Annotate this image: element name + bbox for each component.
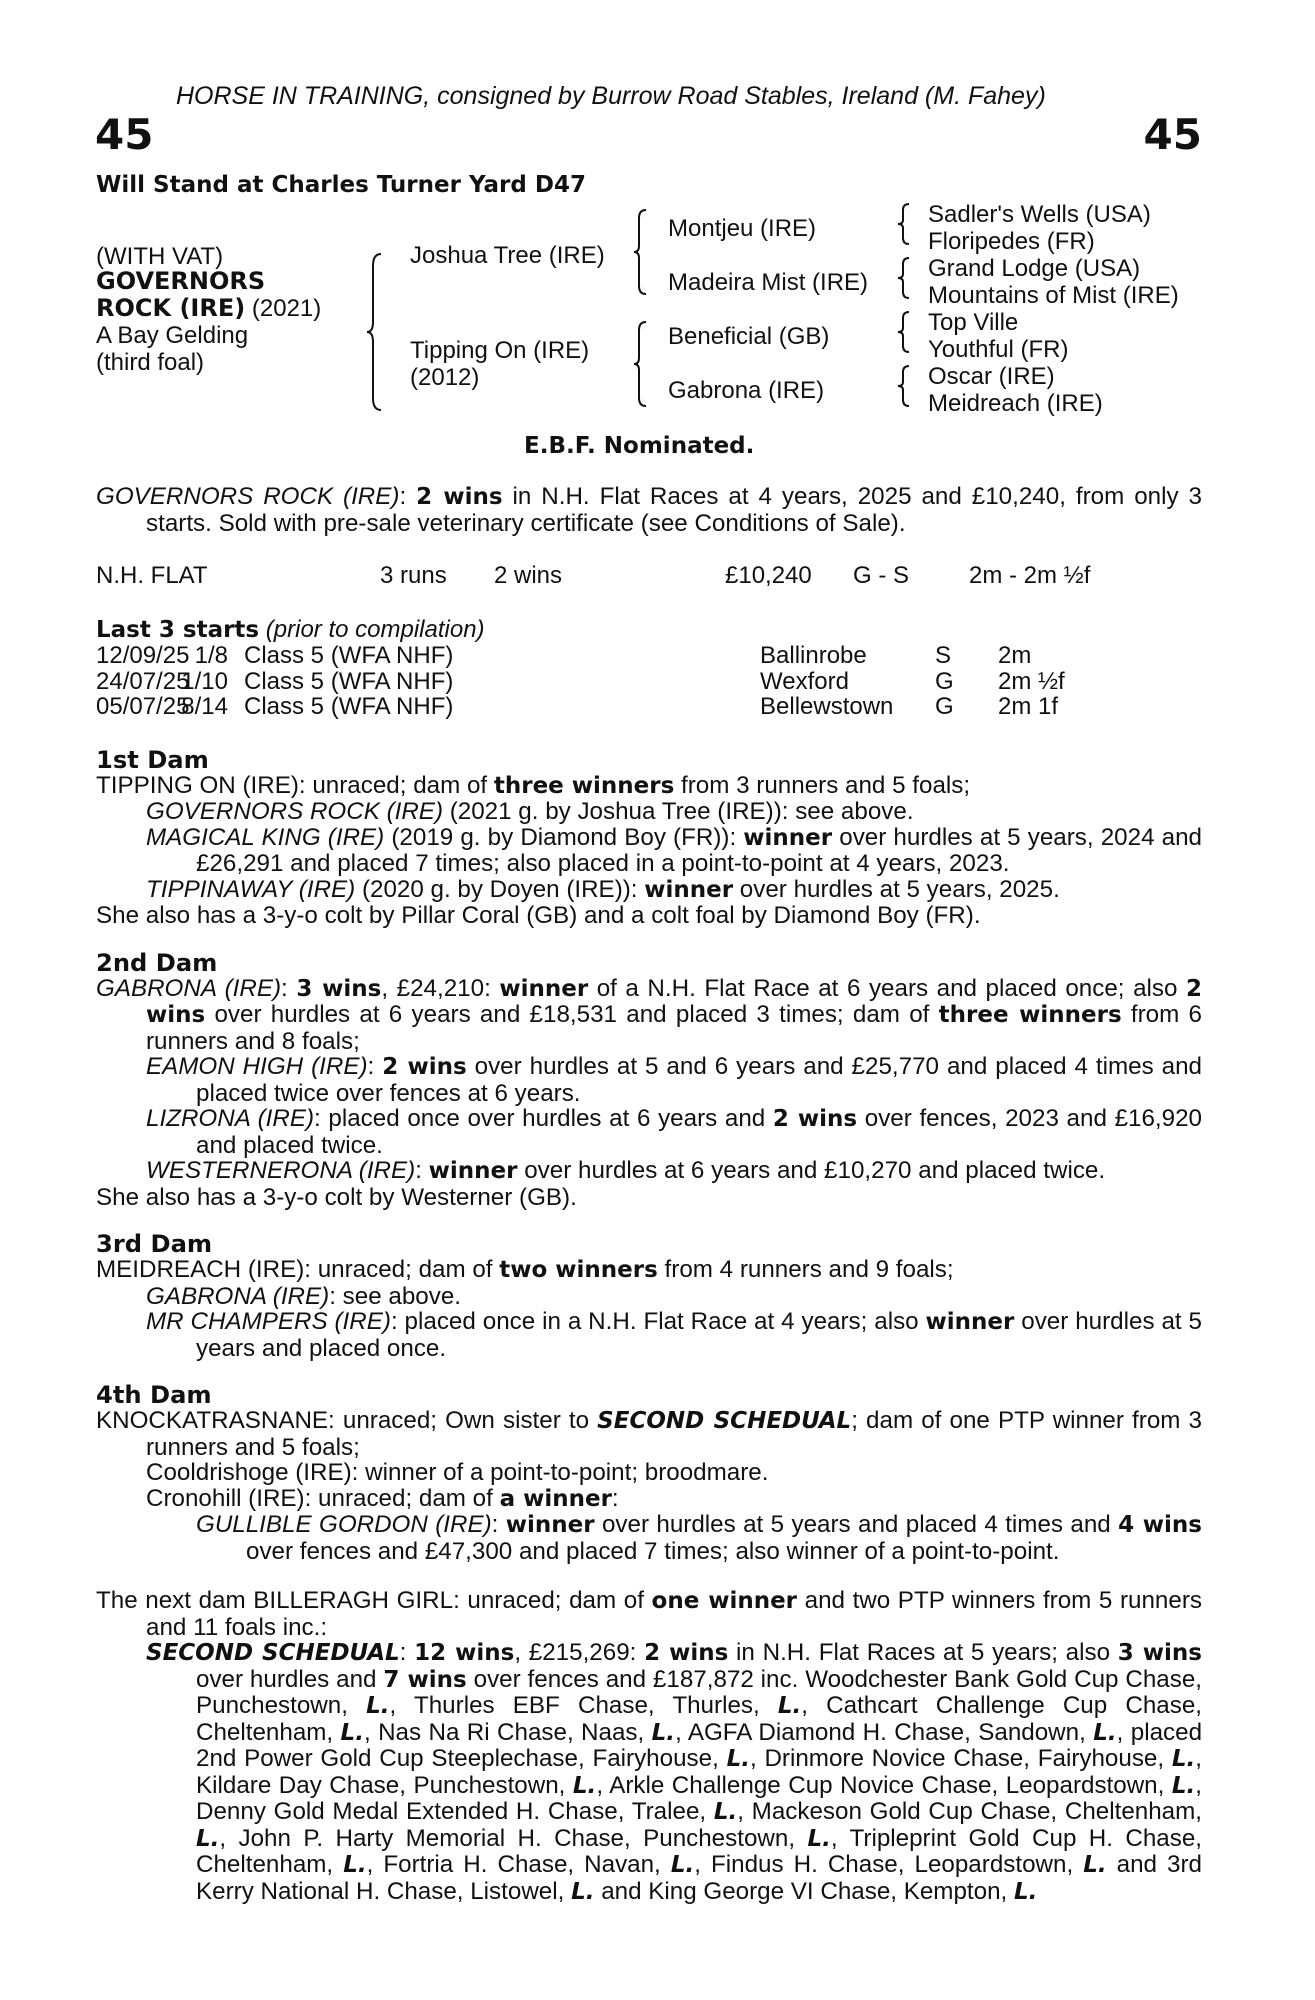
dam1-text: TIPPING ON (IRE): unraced; dam of bbox=[96, 771, 494, 799]
start-position: 8/14 bbox=[181, 693, 228, 720]
summary-colon: : bbox=[399, 483, 417, 510]
dam4-offspring-1: Cooldrishoge (IRE): winner of a point-to-point; broodmare. bbox=[146, 1459, 769, 1486]
b: 2 wins bbox=[382, 1054, 467, 1080]
stats-category: N.H. FLAT bbox=[96, 562, 208, 589]
pedigree-dam-sire: Beneficial (GB) bbox=[668, 323, 830, 350]
t: of a N.H. Flat Race at 6 years and placed once; also bbox=[588, 974, 1186, 1002]
horse-foal-note: (third foal) bbox=[96, 349, 205, 376]
last-starts-note: (prior to compilation) bbox=[265, 616, 485, 643]
t: , Tripleprint Gold Cup H. Chase, Cheltenham, bbox=[196, 1824, 1202, 1878]
stand-location: Will Stand at Charles Turner Yard D47 bbox=[96, 172, 586, 198]
dam1-also: She also has a 3-y-o colt by Pillar Coral (GB) and a colt foal by Diamond Boy (FR). bbox=[96, 902, 981, 929]
offspring-winner: winner bbox=[644, 876, 734, 903]
offspring-winner: winner bbox=[743, 824, 833, 851]
pedigree-brace-g4 bbox=[895, 364, 915, 408]
start-date: 05/07/25 bbox=[96, 693, 190, 720]
b: one winner bbox=[651, 1588, 798, 1614]
offspring-name: EAMON HIGH (IRE) bbox=[146, 1053, 368, 1080]
b: winner bbox=[505, 1512, 595, 1538]
t: over hurdles at 6 years and £10,270 and placed twice. bbox=[517, 1157, 1106, 1184]
lot-number-left: 45 bbox=[95, 110, 154, 159]
t: , Thurles EBF Chase, Thurles, bbox=[389, 1692, 778, 1719]
summary-paragraph bbox=[96, 484, 1202, 536]
b: 2 wins bbox=[146, 975, 1203, 1028]
offspring-name: WESTERNERONA (IRE) bbox=[146, 1157, 416, 1184]
start-course: Bellewstown bbox=[760, 693, 894, 720]
stats-distance: 2m - 2m ½f bbox=[969, 562, 1091, 589]
dam4-offspring-2 bbox=[96, 1486, 1202, 1513]
t: , John P. Harty Memorial H. Chase, Punchestown, bbox=[219, 1824, 808, 1852]
pedigree-g5: Top Ville bbox=[928, 309, 1019, 336]
horse-description: A Bay Gelding bbox=[96, 322, 249, 349]
start-going: G bbox=[935, 693, 954, 720]
t: over hurdles at 6 years and £18,531 and placed 3 times; dam of bbox=[205, 1001, 939, 1028]
t: , Fortria H. Chase, Navan, bbox=[366, 1851, 671, 1878]
listed-race-mark: L. bbox=[343, 1852, 367, 1878]
t: over fences and £47,300 and placed 7 times; also winner of a point-to-point. bbox=[246, 1537, 1060, 1565]
t: : placed once in a N.H. Flat Race at 4 years; also bbox=[390, 1308, 926, 1335]
next-dam-offspring-second-schedual bbox=[96, 1640, 1202, 1905]
t: The next dam BILLERAGH GIRL: unraced; dam of bbox=[96, 1587, 652, 1614]
dam3-heading: 3rd Dam bbox=[96, 1230, 213, 1258]
last-starts-heading-row bbox=[96, 617, 1202, 643]
b: 12 wins bbox=[414, 1640, 515, 1666]
b: 3 wins bbox=[296, 975, 382, 1002]
t: : bbox=[491, 1511, 506, 1538]
catalogue-body bbox=[96, 484, 1202, 1905]
start-course: Ballinrobe bbox=[760, 642, 867, 669]
b: 7 wins bbox=[383, 1666, 467, 1693]
t: over hurdles at 5 years and placed 4 times and bbox=[594, 1511, 1119, 1538]
t: ; dam of one PTP winner from 3 runners and 5 foals; bbox=[146, 1407, 1202, 1461]
offspring-name: MAGICAL KING (IRE) bbox=[146, 823, 385, 851]
t: , £24,210: bbox=[381, 974, 500, 1002]
start-class: Class 5 (WFA NHF) bbox=[244, 667, 454, 695]
b: 2 wins bbox=[644, 1640, 729, 1666]
pedigree-g6: Youthful (FR) bbox=[928, 336, 1069, 363]
start-distance: 2m bbox=[998, 642, 1032, 669]
last-start-row bbox=[96, 643, 1202, 669]
t: , Findus H. Chase, Leopardstown, bbox=[694, 1851, 1084, 1878]
t: MEIDREACH (IRE): unraced; dam of bbox=[96, 1256, 500, 1283]
consignor-line: HORSE IN TRAINING, consigned by Burrow Road Stables, Ireland (M. Fahey) bbox=[176, 82, 1046, 110]
vat-note: (WITH VAT) bbox=[96, 243, 224, 270]
t: , Cathcart Challenge Cup Chase, Cheltenham, bbox=[196, 1692, 1202, 1746]
next-dam-line1 bbox=[96, 1588, 1202, 1640]
dam-name: GABRONA (IRE) bbox=[96, 974, 282, 1002]
b: winner bbox=[925, 1309, 1015, 1335]
dam1-offspring-2 bbox=[96, 825, 1202, 877]
start-distance: 2m 1f bbox=[998, 693, 1059, 720]
t: : bbox=[367, 1053, 383, 1080]
pedigree-brace-sire bbox=[632, 208, 652, 296]
summary-wins: 2 wins bbox=[416, 484, 503, 510]
pedigree-g4: Mountains of Mist (IRE) bbox=[928, 282, 1179, 309]
t: : bbox=[415, 1157, 429, 1184]
pedigree-sire-dam: Madeira Mist (IRE) bbox=[668, 269, 869, 296]
listed-race-mark: L. bbox=[1093, 1719, 1117, 1746]
dam1-line1 bbox=[96, 773, 1202, 800]
offspring-name: TIPPINAWAY (IRE) bbox=[146, 875, 356, 903]
listed-race-mark: L. bbox=[572, 1772, 597, 1799]
lot-number-right: 45 bbox=[1143, 110, 1202, 159]
t: : placed once over hurdles at 6 years and bbox=[314, 1105, 773, 1132]
t: from 6 runners and 8 foals; bbox=[146, 1001, 1202, 1055]
last-starts-table bbox=[96, 643, 1202, 720]
offspring-name: MR CHAMPERS (IRE) bbox=[146, 1308, 391, 1335]
stats-wins: 2 wins bbox=[494, 562, 563, 589]
start-distance: 2m ½f bbox=[998, 667, 1065, 695]
listed-race-mark: L. bbox=[713, 1799, 738, 1825]
b: 3 wins bbox=[1117, 1640, 1202, 1666]
t: in N.H. Flat Races at 5 years; also bbox=[728, 1639, 1118, 1666]
t: , Mackeson Gold Cup Chase, Cheltenham, bbox=[737, 1798, 1202, 1825]
t: from 4 runners and 9 foals; bbox=[657, 1256, 954, 1283]
pedigree-brace-g3 bbox=[895, 310, 915, 354]
t: Cronohill (IRE): unraced; dam of bbox=[146, 1484, 500, 1512]
listed-race-mark: L. bbox=[1171, 1772, 1196, 1799]
pedigree-g8: Meidreach (IRE) bbox=[928, 390, 1103, 417]
offspring-detail2: over hurdles at 5 years, 2025. bbox=[733, 875, 1060, 903]
t: over fences, 2023 and £16,920 and placed twice. bbox=[196, 1105, 1203, 1159]
horse-name-line2: ROCK (IRE) bbox=[96, 294, 246, 322]
b: 2 wins bbox=[772, 1106, 858, 1132]
dam4-heading: 4th Dam bbox=[96, 1381, 212, 1409]
listed-race-mark: L. bbox=[807, 1825, 831, 1852]
listed-race-mark: L. bbox=[366, 1693, 390, 1719]
t: , Kildare Day Chase, Punchestown, bbox=[196, 1745, 1202, 1799]
stats-runs: 3 runs bbox=[380, 562, 447, 589]
b: 4 wins bbox=[1118, 1512, 1202, 1538]
start-position: 1/10 bbox=[181, 667, 228, 695]
t: over fences and £187,872 inc. Woodchester Bank Gold Cup Chase, Punchestown, bbox=[196, 1665, 1202, 1719]
pedigree-g2: Floripedes (FR) bbox=[928, 228, 1095, 255]
offspring-name: GULLIBLE GORDON (IRE) bbox=[196, 1511, 492, 1538]
t: : bbox=[611, 1484, 619, 1512]
offspring-name: SECOND SCHEDUAL bbox=[146, 1640, 400, 1666]
listed-race-mark: L. bbox=[1083, 1852, 1107, 1878]
dam1-offspring-1 bbox=[96, 799, 1202, 825]
summary-text1: in N.H. Flat Races at 4 years, 2025 and £10,240, from only bbox=[502, 483, 1179, 510]
t: and 3rd Kerry National H. Chase, Listowel, bbox=[196, 1851, 1203, 1905]
dam2-heading: 2nd Dam bbox=[96, 948, 218, 977]
b: winner bbox=[499, 975, 589, 1002]
t: over hurdles at 5 years and placed once. bbox=[196, 1308, 1202, 1362]
listed-race-mark: L. bbox=[651, 1719, 676, 1746]
start-class: Class 5 (WFA NHF) bbox=[244, 642, 454, 669]
pedigree-brace-dam bbox=[632, 320, 652, 408]
offspring-name: LIZRONA (IRE) bbox=[146, 1105, 315, 1132]
listed-race-mark: L. bbox=[1171, 1746, 1196, 1772]
offspring-name: GOVERNORS ROCK (IRE) bbox=[146, 798, 443, 825]
listed-race-mark: L. bbox=[571, 1878, 595, 1905]
pedigree-g7: Oscar (IRE) bbox=[928, 363, 1055, 390]
dam2-offspring-2 bbox=[96, 1106, 1202, 1158]
t: , Nas Na Ri Chase, Naas, bbox=[363, 1718, 652, 1746]
start-class: Class 5 (WFA NHF) bbox=[244, 693, 454, 720]
t: : see above. bbox=[329, 1282, 461, 1310]
t: and two PTP winners from 5 runners and 11 foals inc.: bbox=[146, 1587, 1202, 1641]
listed-race-mark: L. bbox=[670, 1852, 695, 1878]
t: , Drinmore Novice Chase, Fairyhouse, bbox=[749, 1745, 1172, 1772]
pedigree-sire: Joshua Tree (IRE) bbox=[410, 242, 605, 269]
last-start-row bbox=[96, 669, 1202, 695]
dam3-offspring-1 bbox=[96, 1284, 1202, 1310]
start-course: Wexford bbox=[760, 667, 849, 695]
t: , Arkle Challenge Cup Novice Chase, Leopardstown, bbox=[596, 1771, 1172, 1799]
t: KNOCKATRASNANE: unraced; Own sister to bbox=[96, 1407, 598, 1434]
dam2-offspring-1 bbox=[96, 1054, 1202, 1106]
start-position: 1/8 bbox=[194, 642, 228, 669]
pedigree-g3: Grand Lodge (USA) bbox=[928, 255, 1141, 282]
t: : bbox=[281, 974, 297, 1002]
stats-earnings: £10,240 bbox=[725, 562, 812, 589]
horse-foaled-year: (2021) bbox=[251, 295, 322, 322]
t: : bbox=[399, 1639, 415, 1666]
horse-name-line1: GOVERNORS bbox=[96, 267, 266, 295]
offspring-name: GABRONA (IRE) bbox=[146, 1282, 330, 1310]
listed-race-mark: L. bbox=[196, 1825, 220, 1852]
t: and King George VI Chase, Kempton, bbox=[594, 1877, 1014, 1905]
pedigree-dam: Tipping On (IRE) bbox=[410, 337, 590, 364]
horse-name-line2-row bbox=[96, 295, 321, 322]
start-going: G bbox=[935, 667, 954, 695]
pedigree-dam-dam: Gabrona (IRE) bbox=[668, 377, 825, 404]
last-start-row bbox=[96, 694, 1202, 720]
bi: SECOND SCHEDUAL bbox=[597, 1408, 852, 1434]
summary-horse-name: GOVERNORS ROCK (IRE) bbox=[96, 483, 400, 510]
start-date: 24/07/25 bbox=[96, 667, 190, 695]
dam1-offspring-3 bbox=[96, 877, 1202, 904]
pedigree-sire-sire: Montjeu (IRE) bbox=[668, 215, 817, 242]
ebf-nominated: E.B.F. Nominated. bbox=[524, 433, 755, 459]
dam2-offspring-3 bbox=[96, 1158, 1202, 1185]
t: , AGFA Diamond H. Chase, Sandown, bbox=[675, 1718, 1094, 1746]
t: over hurdles and bbox=[196, 1665, 384, 1693]
offspring-detail: (2021 g. by Joshua Tree (IRE)): see above. bbox=[443, 798, 914, 825]
pedigree-dam-year: (2012) bbox=[410, 364, 480, 391]
b: two winners bbox=[499, 1257, 658, 1283]
t: , Denny Gold Medal Extended H. Chase, Tralee, bbox=[196, 1771, 1203, 1825]
dam3-line1 bbox=[96, 1257, 1202, 1284]
dam3-offspring-2 bbox=[96, 1309, 1202, 1361]
t: , placed 2nd Power Gold Cup Steeplechase, Fairyhouse, bbox=[196, 1718, 1203, 1772]
pedigree-brace-g1 bbox=[895, 202, 915, 246]
offspring-detail: (2019 g. by Diamond Boy (FR)): bbox=[384, 823, 744, 851]
pedigree-g1: Sadler's Wells (USA) bbox=[928, 201, 1151, 228]
summary-text2: 3 starts. Sold with pre-sale veterinary certificate (see Conditions of Sale). bbox=[146, 483, 1202, 537]
pedigree-brace-g2 bbox=[895, 256, 915, 300]
dam4-grand-offspring bbox=[96, 1512, 1202, 1564]
dam1-text2: from 3 runners and 5 foals; bbox=[674, 771, 971, 799]
listed-race-mark: L. bbox=[777, 1693, 802, 1719]
listed-race-mark: L. bbox=[340, 1719, 364, 1746]
start-going: S bbox=[935, 642, 952, 669]
listed-race-mark: L. bbox=[726, 1746, 750, 1772]
stats-going: G - S bbox=[853, 562, 910, 589]
dam2-line1 bbox=[96, 976, 1202, 1055]
b: winner bbox=[428, 1158, 518, 1184]
b: a winner bbox=[499, 1485, 612, 1512]
offspring-detail: (2020 g. by Doyen (IRE)): bbox=[355, 875, 645, 903]
racing-stats-row bbox=[96, 563, 1202, 589]
pedigree-brace-main bbox=[365, 252, 387, 412]
dam1-heading: 1st Dam bbox=[96, 745, 209, 774]
last-starts-heading: Last 3 starts bbox=[96, 617, 260, 643]
t: over hurdles at 5 and 6 years and £25,770 and placed 4 times and placed twice over fences at 6 years. bbox=[196, 1053, 1202, 1107]
dam1-bold: three winners bbox=[493, 772, 675, 799]
start-date: 12/09/25 bbox=[96, 642, 190, 669]
listed-race-mark: L. bbox=[1013, 1878, 1038, 1905]
dam4-line1 bbox=[96, 1408, 1202, 1460]
offspring-detail2: over hurdles at 5 years, 2024 and £26,291 and placed 7 times; also placed in a point-to-point at 4 years, 2023. bbox=[196, 823, 1203, 877]
dam2-also: She also has a 3-y-o colt by Westerner (GB). bbox=[96, 1183, 577, 1211]
b: three winners bbox=[938, 1002, 1122, 1028]
t: , £215,269: bbox=[514, 1639, 645, 1666]
